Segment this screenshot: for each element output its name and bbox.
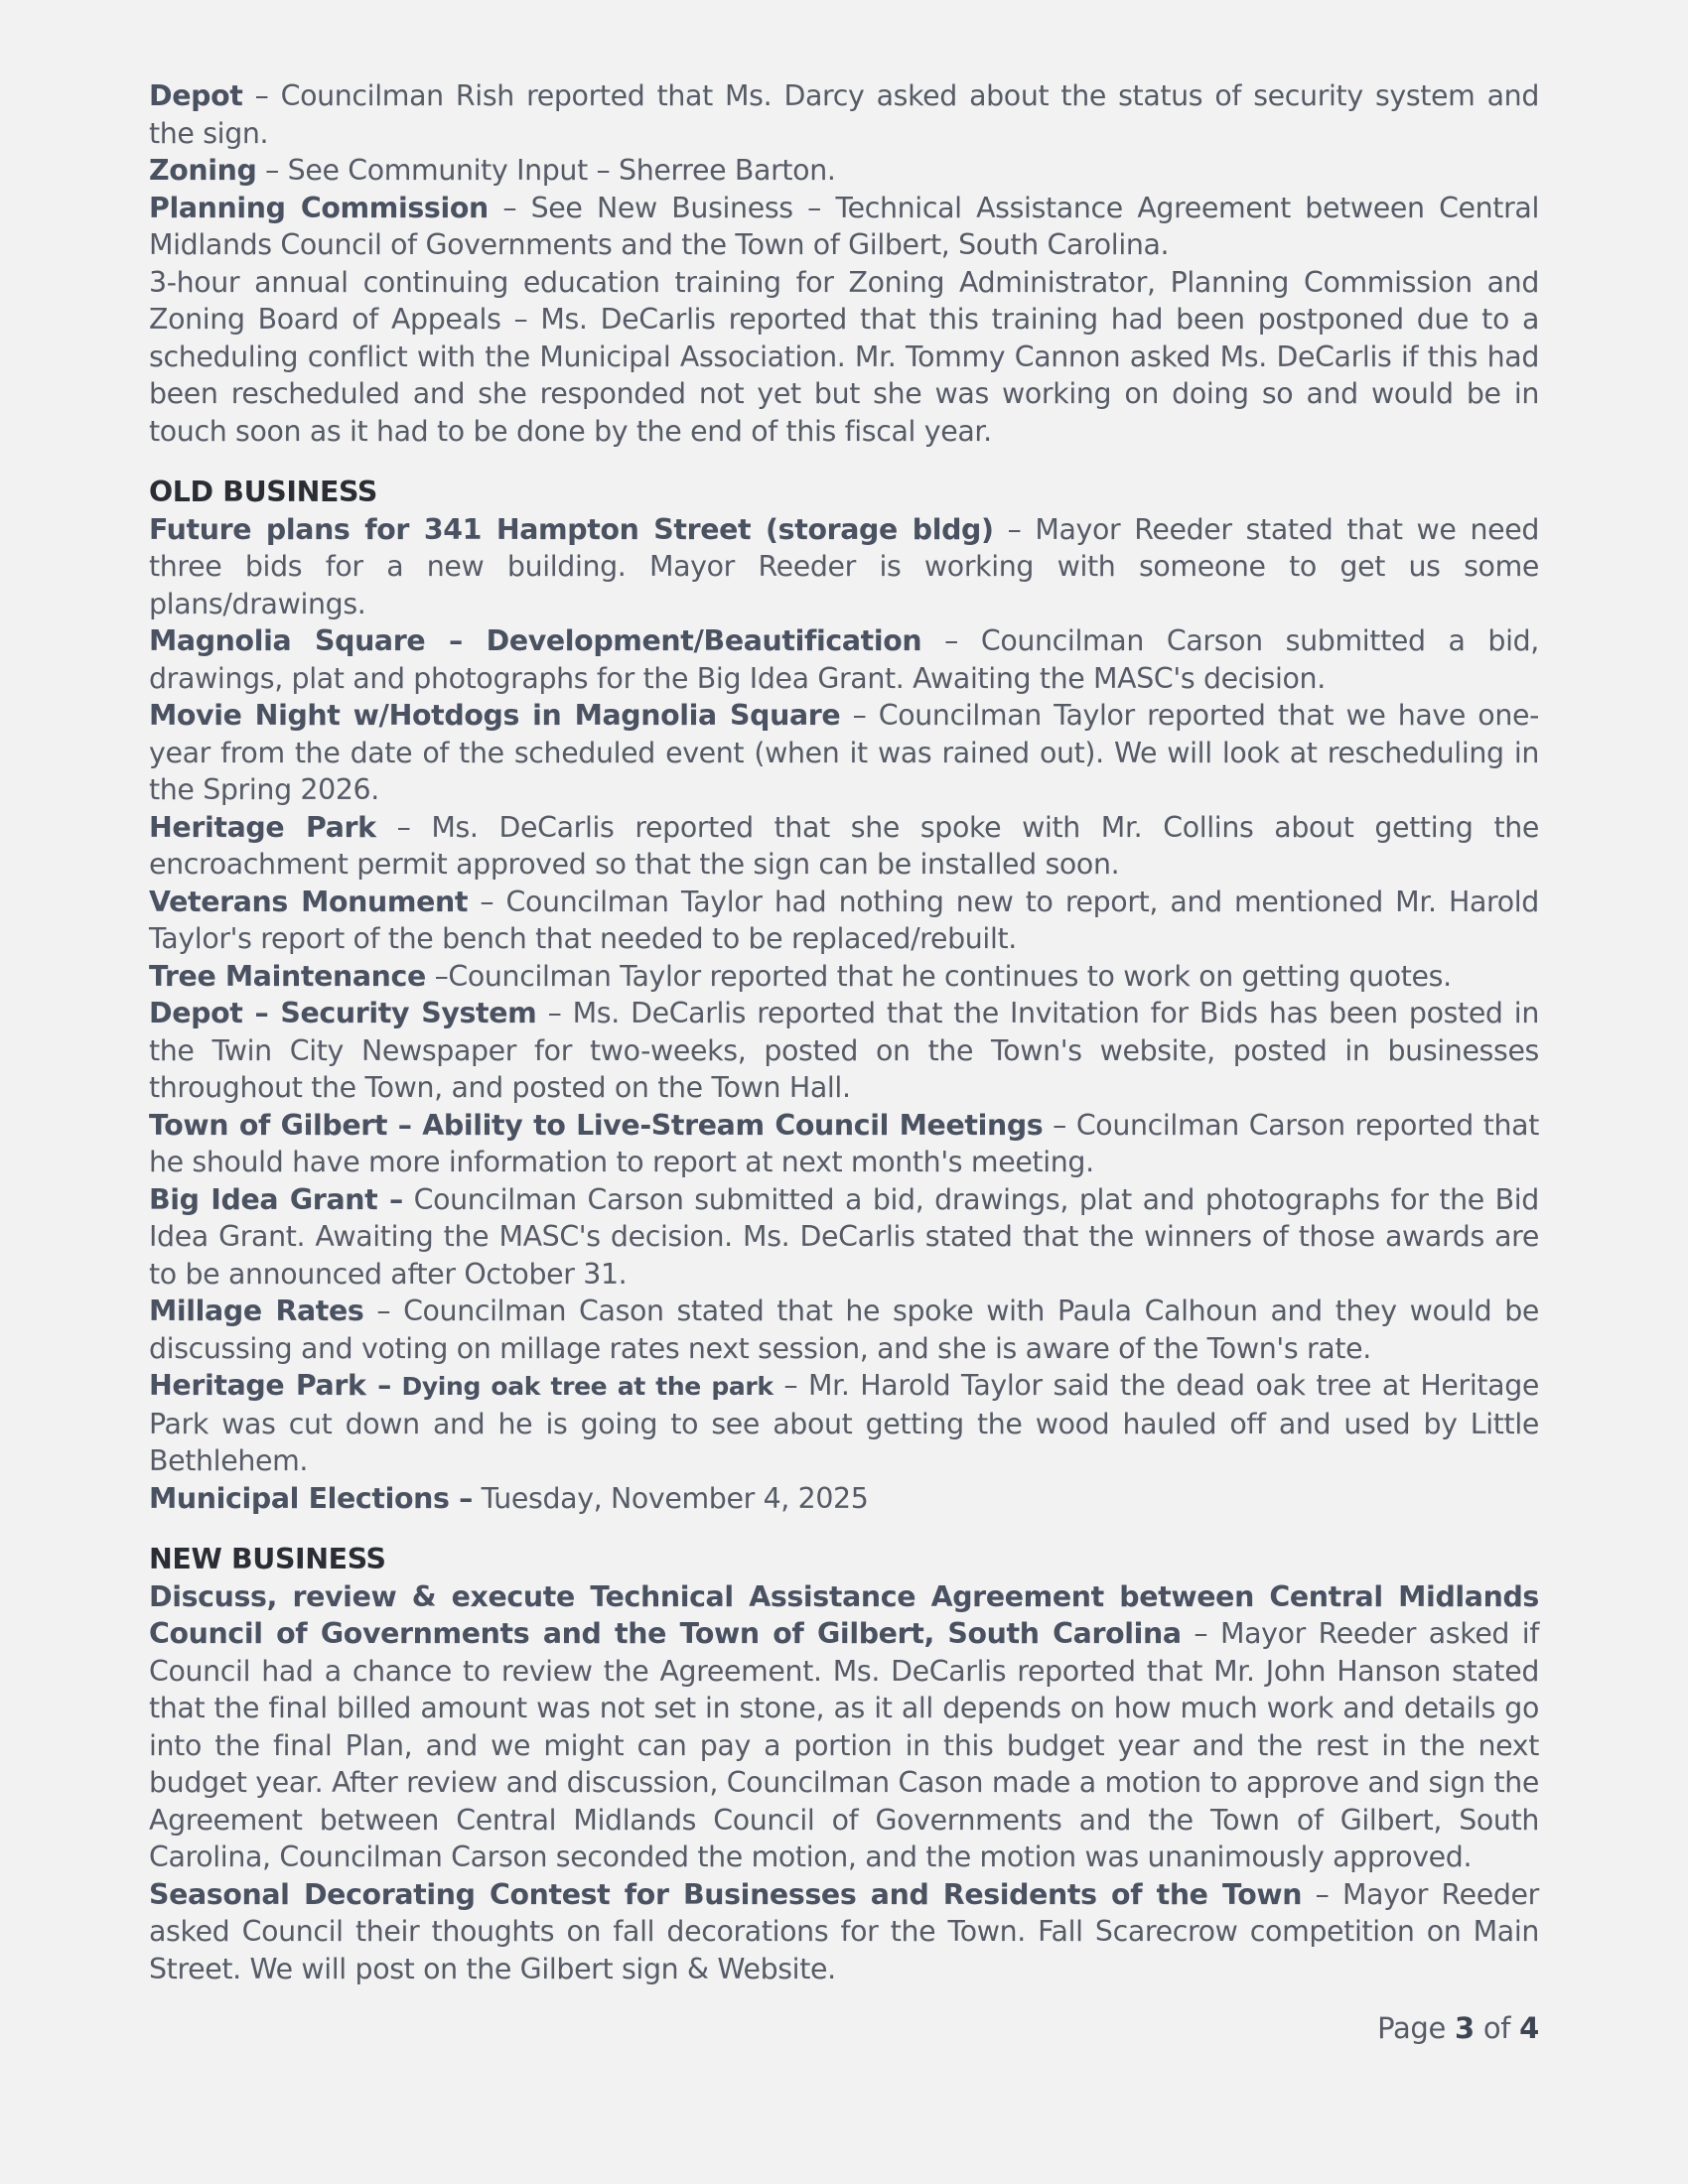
item-text: – See New Business – Technical Assistance Agreement between Central Midlands Council of Governments and the Town of Gilbert, South Carolina. — [149, 191, 1540, 261]
item-label: Tree Maintenance — [149, 959, 426, 993]
section-heading: OLD BUSINESS — [149, 476, 377, 508]
item-text: – Ms. DeCarlis reported that the Invitation for Bids has been posted in the Twin City Newspaper for two-weeks, posted on the Town's website, posted in businesses throughout the Town, and posted on the Town Hall. — [149, 997, 1539, 1104]
item-text: – Councilman Carson submitted a bid, drawings, plat and photographs for the Big Idea Grant. Awaiting the MASC's decision. — [149, 624, 1539, 695]
old-business-section — [149, 474, 1539, 1517]
committee-reports — [149, 77, 1539, 450]
item-label: Zoning — [149, 154, 257, 187]
item-text: Councilman Carson submitted a bid, drawings, plat and photographs for the Bid Idea Grant. Awaiting the MASC's decision. Ms. DeCarlis stated that the winners of those awards are to be announced after October 31. — [149, 1182, 1539, 1291]
item-label: Heritage Park – — [149, 1369, 392, 1402]
list-item — [149, 995, 1539, 1107]
list-item — [149, 884, 1539, 958]
list-item — [149, 1367, 1539, 1480]
section-heading: NEW BUSINESS — [149, 1543, 386, 1575]
list-item — [149, 1876, 1539, 1988]
list-item — [149, 511, 1539, 623]
item-text: –Councilman Taylor reported that he continues to work on getting quotes. — [425, 959, 1452, 993]
item-label: Municipal Elections – — [149, 1481, 473, 1515]
item-text: Tuesday, November 4, 2025 — [472, 1481, 869, 1515]
item-label: Future plans for 341 Hampton Street (storage bldg) — [149, 512, 994, 546]
page-middle: of — [1474, 2011, 1520, 2045]
item-label: Big Idea Grant – — [149, 1182, 403, 1216]
item-label: Depot — [149, 79, 243, 112]
item-label: Town of Gilbert – Ability to Live-Stream Council Meetings — [149, 1108, 1044, 1142]
item-label: Heritage Park — [149, 810, 376, 844]
item-label: Depot – Security System — [149, 997, 537, 1029]
item-label: Discuss, review & execute Technical Assistance Agreement between Central Midlands Council of Governments and the Town of Gilbert, South Carolina — [149, 1579, 1539, 1650]
page-current: 3 — [1455, 2011, 1475, 2045]
item-text: – Councilman Carson reported that he should have more information to report at next month's meeting. — [149, 1108, 1540, 1178]
report-depot — [149, 77, 1539, 152]
report-planning-commission — [149, 190, 1539, 264]
list-item — [149, 809, 1539, 884]
list-item — [149, 1107, 1539, 1181]
list-item — [149, 1181, 1539, 1294]
report-training — [149, 264, 1539, 451]
report-zoning — [149, 152, 1539, 190]
list-item — [149, 1578, 1539, 1876]
page-total: 4 — [1519, 2011, 1539, 2045]
page-prefix: Page — [1377, 2011, 1456, 2045]
list-item — [149, 1480, 1539, 1518]
item-label: Planning Commission — [149, 191, 489, 224]
item-text: – Mr. Harold Taylor said the dead oak tree at Heritage Park was cut down and he is going to see about getting the wood hauled off and used by Little Bethlehem. — [149, 1369, 1539, 1477]
item-sublabel: Dying oak tree at the park — [391, 1372, 774, 1401]
item-label: Veterans Monument — [149, 885, 469, 918]
list-item — [149, 697, 1539, 809]
item-label: Movie Night w/Hotdogs in Magnolia Square — [149, 699, 841, 732]
item-label: Millage Rates — [149, 1295, 364, 1327]
item-text: – Mayor Reeder asked Council their thoughts on fall decorations for the Town. Fall Scarecrow competition on Main Street. We will post on the Gilbert sign & Website. — [149, 1877, 1539, 1985]
page-number — [1377, 2008, 1539, 2048]
item-label: Seasonal Decorating Contest for Businesses and Residents of the Town — [149, 1877, 1303, 1911]
item-text: – See Community Input – Sherree Barton. — [256, 154, 836, 187]
item-text: – Mayor Reeder asked if Council had a chance to review the Agreement. Ms. DeCarlis reported that Mr. John Hanson stated that the final billed amount was not set in stone, as it all depends on how much work and details go into the final Plan, and we might can pay a portion in this budget year and the rest in the next budget year. After review and discussion, Councilman Cason made a motion to approve and sign the Agreement between Central Midlands Council of Governments and the Town of Gilbert, South Carolina, Councilman Carson seconded the motion, and the motion was unanimously approved. — [149, 1617, 1539, 1873]
item-text: – Mayor Reeder stated that we need three bids for a new building. Mayor Reeder is working with someone to get us some plans/drawings. — [149, 512, 1539, 620]
new-business-section — [149, 1541, 1539, 1987]
list-item — [149, 958, 1539, 996]
item-text: – Councilman Cason stated that he spoke with Paula Calhoun and they would be discussing and voting on millage rates next session, and she is aware of the Town's rate. — [149, 1295, 1539, 1365]
item-label: Magnolia Square – Development/Beautification — [149, 624, 922, 657]
item-text: – Ms. DeCarlis reported that she spoke with Mr. Collins about getting the encroachment permit approved so that the sign can be installed soon. — [149, 810, 1539, 881]
item-text: 3-hour annual continuing education training for Zoning Administrator, Planning Commission and Zoning Board of Appeals – Ms. DeCarlis reported that this training had been postponed due to a scheduling conflict with the Municipal Association. Mr. Tommy Cannon asked Ms. DeCarlis if this had been rescheduled and she responded not yet but she was working on doing so and would be in touch soon as it had to be done by the end of this fiscal year. — [149, 265, 1539, 448]
item-text: – Councilman Taylor had nothing new to report, and mentioned Mr. Harold Taylor's report of the bench that needed to be replaced/rebuilt. — [149, 885, 1539, 955]
list-item — [149, 622, 1539, 697]
item-text: – Councilman Taylor reported that we have one-year from the date of the scheduled event (when it was rained out). We will look at rescheduling in the Spring 2026. — [149, 699, 1539, 806]
list-item — [149, 1293, 1539, 1367]
item-text: – Councilman Rish reported that Ms. Darcy asked about the status of security system and the sign. — [149, 79, 1539, 150]
